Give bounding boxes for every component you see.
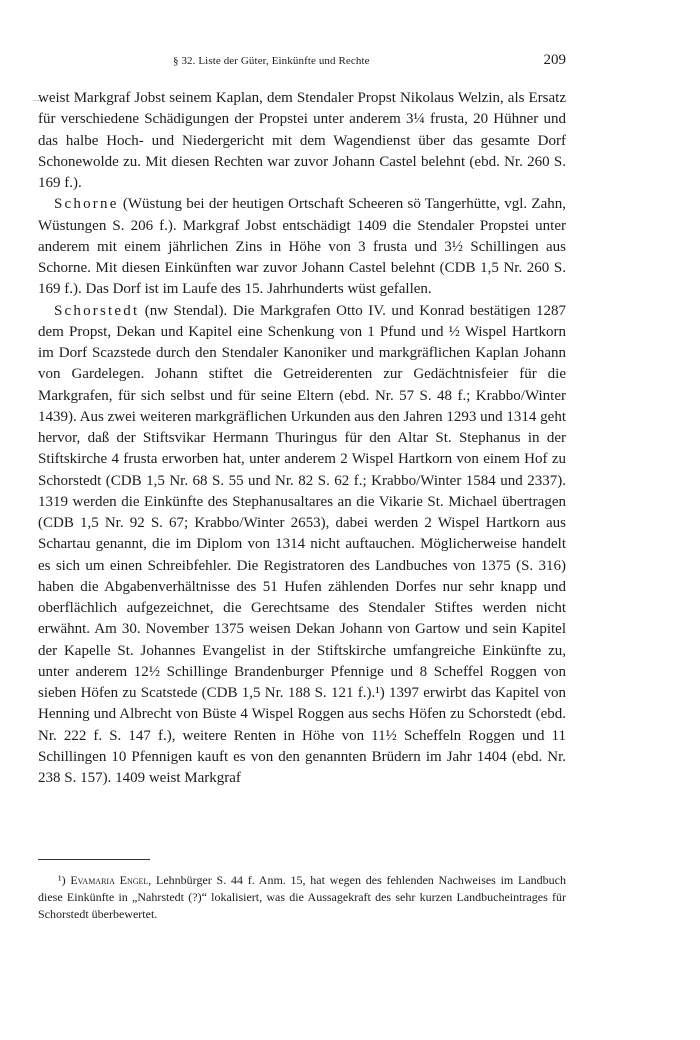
place-name-heading: Schorstedt [54, 302, 140, 319]
page-header [38, 52, 566, 72]
page-number: 209 [543, 52, 566, 68]
paragraph [38, 88, 566, 194]
paragraph [38, 301, 566, 790]
footnote [38, 872, 566, 923]
running-head: § 32. Liste der Güter, Einkünfte und Rechte [173, 55, 370, 67]
main-text [38, 88, 566, 789]
paragraph-text: (nw Stendal). Die Markgrafen Otto IV. und Konrad bestätigen 1287 dem Propst, Dekan und Kapitel eine Schenkung von 1 Pfund und ½ Wispel Hartkorn im Dorf Scazstede durch den Stendaler Kanoniker und markgräflichen Kaplan Johann von Gardelegen. Johann stiftet die Getreiderenten zur Gedächtnisfeier für die Markgrafen, für sich selbst und für seine Eltern (ebd. Nr. 57 S. 48 f.; Krabbo/Winter 1439). Aus zwei weiteren markgräflichen Urkunden aus den Jahren 1293 und 1314 geht hervor, daß der Stiftsvikar Hermann Thuringus für den Altar St. Stephanus in der Stiftskirche 4 frusta erworben hat, unter anderem 2 Wispel Hartkorn von einem Hof zu Schorstedt (CDB 1,5 Nr. 68 S. 55 und Nr. 82 S. 62 f.; Krabbo/Winter 1584 und 2337). 1319 werden die Einkünfte des Stephanusaltares an die Vikarie St. Michael übertragen (CDB 1,5 Nr. 92 S. 67; Krabbo/Winter 2653), dabei werden 2 Wispel Hartkorn aus Schartau genannt, die im Diplom von 1314 nicht auftauchen. Möglicherweise handelt es sich um einen Schreibfehler. Die Registratoren des Landbuches von 1375 (S. 316) haben die Abgabenverhältnisse des 51 Hufen zählenden Dorfes nur sehr knapp und oberflächlich aufgezeichnet, die Gerechtsame des Stendaler Stiftes werden nicht erwähnt. Am 30. November 1375 weisen Dekan Johann von Gartow und sein Kapitel der Kapelle St. Johannes Evangelist in der Stiftskirche umfangreiche Einkünfte zu, unter anderem 12½ Schillinge Brandenburger Pfennige und 8 Scheffel Roggen von sieben Höfen zu Scatstede (CDB 1,5 Nr. 188 S. 121 f.).¹) 1397 erwirbt das Kapitel von Henning und Albrecht von Büste 4 Wispel Roggen aus sechs Höfen zu Schorstedt (ebd. Nr. 222 f. S. 147 f.), weitere Renten in Höhe von 11½ Scheffeln Roggen und 11 Schillingen 10 Pfennigen kauft es von den genannten Brüdern im Jahr 1404 (ebd. Nr. 238 S. 157). 1409 weist Markgraf [38, 302, 566, 786]
paragraph-text: weist Markgraf Jobst seinem Kaplan, dem Stendaler Propst Nikolaus Welzin, als Ersatz für verschiedene Schädigungen der Propstei unter anderem 3¼ frusta, 20 Hühner und das halbe Hoch- und Niedergericht mit dem Wagendienst über das gesamte Dorf Schonewolde zu. Mit diesen Rechten war zuvor Johann Castel belehnt (ebd. Nr. 260 S. 169 f.). [38, 90, 566, 191]
footnote-marker: ¹) [58, 873, 66, 887]
footnote-separator [38, 859, 150, 860]
place-name-heading: Schorne [54, 196, 119, 213]
paragraph [38, 194, 566, 300]
footnote-author: Evamaria Engel [70, 873, 149, 887]
paragraph-text: (Wüstung bei der heutigen Ortschaft Scheeren sö Tangerhütte, vgl. Zahn, Wüstungen S. 206 f.). Markgraf Jobst entschädigt 1409 die Stendaler Propstei unter anderem mit einem jährlichen Zins in Höhe von 3 frusta und 3½ Schillingen aus Schorne. Mit diesen Einkünften war zuvor Johann Castel belehnt (CDB 1,5 Nr. 260 S. 169 f.). Das Dorf ist im Laufe des 15. Jahrhunderts wüst gefallen. [38, 196, 566, 298]
footnote-text: , Lehnbürger S. 44 f. Anm. 15, hat wegen des fehlenden Nachweises im Landbuch diese Einkünfte in „Nahrstedt (?)“ lokalisiert, was die Aussagekraft des sehr kurzen Landbucheintrages für Schorstedt überbewertet. [38, 873, 567, 921]
